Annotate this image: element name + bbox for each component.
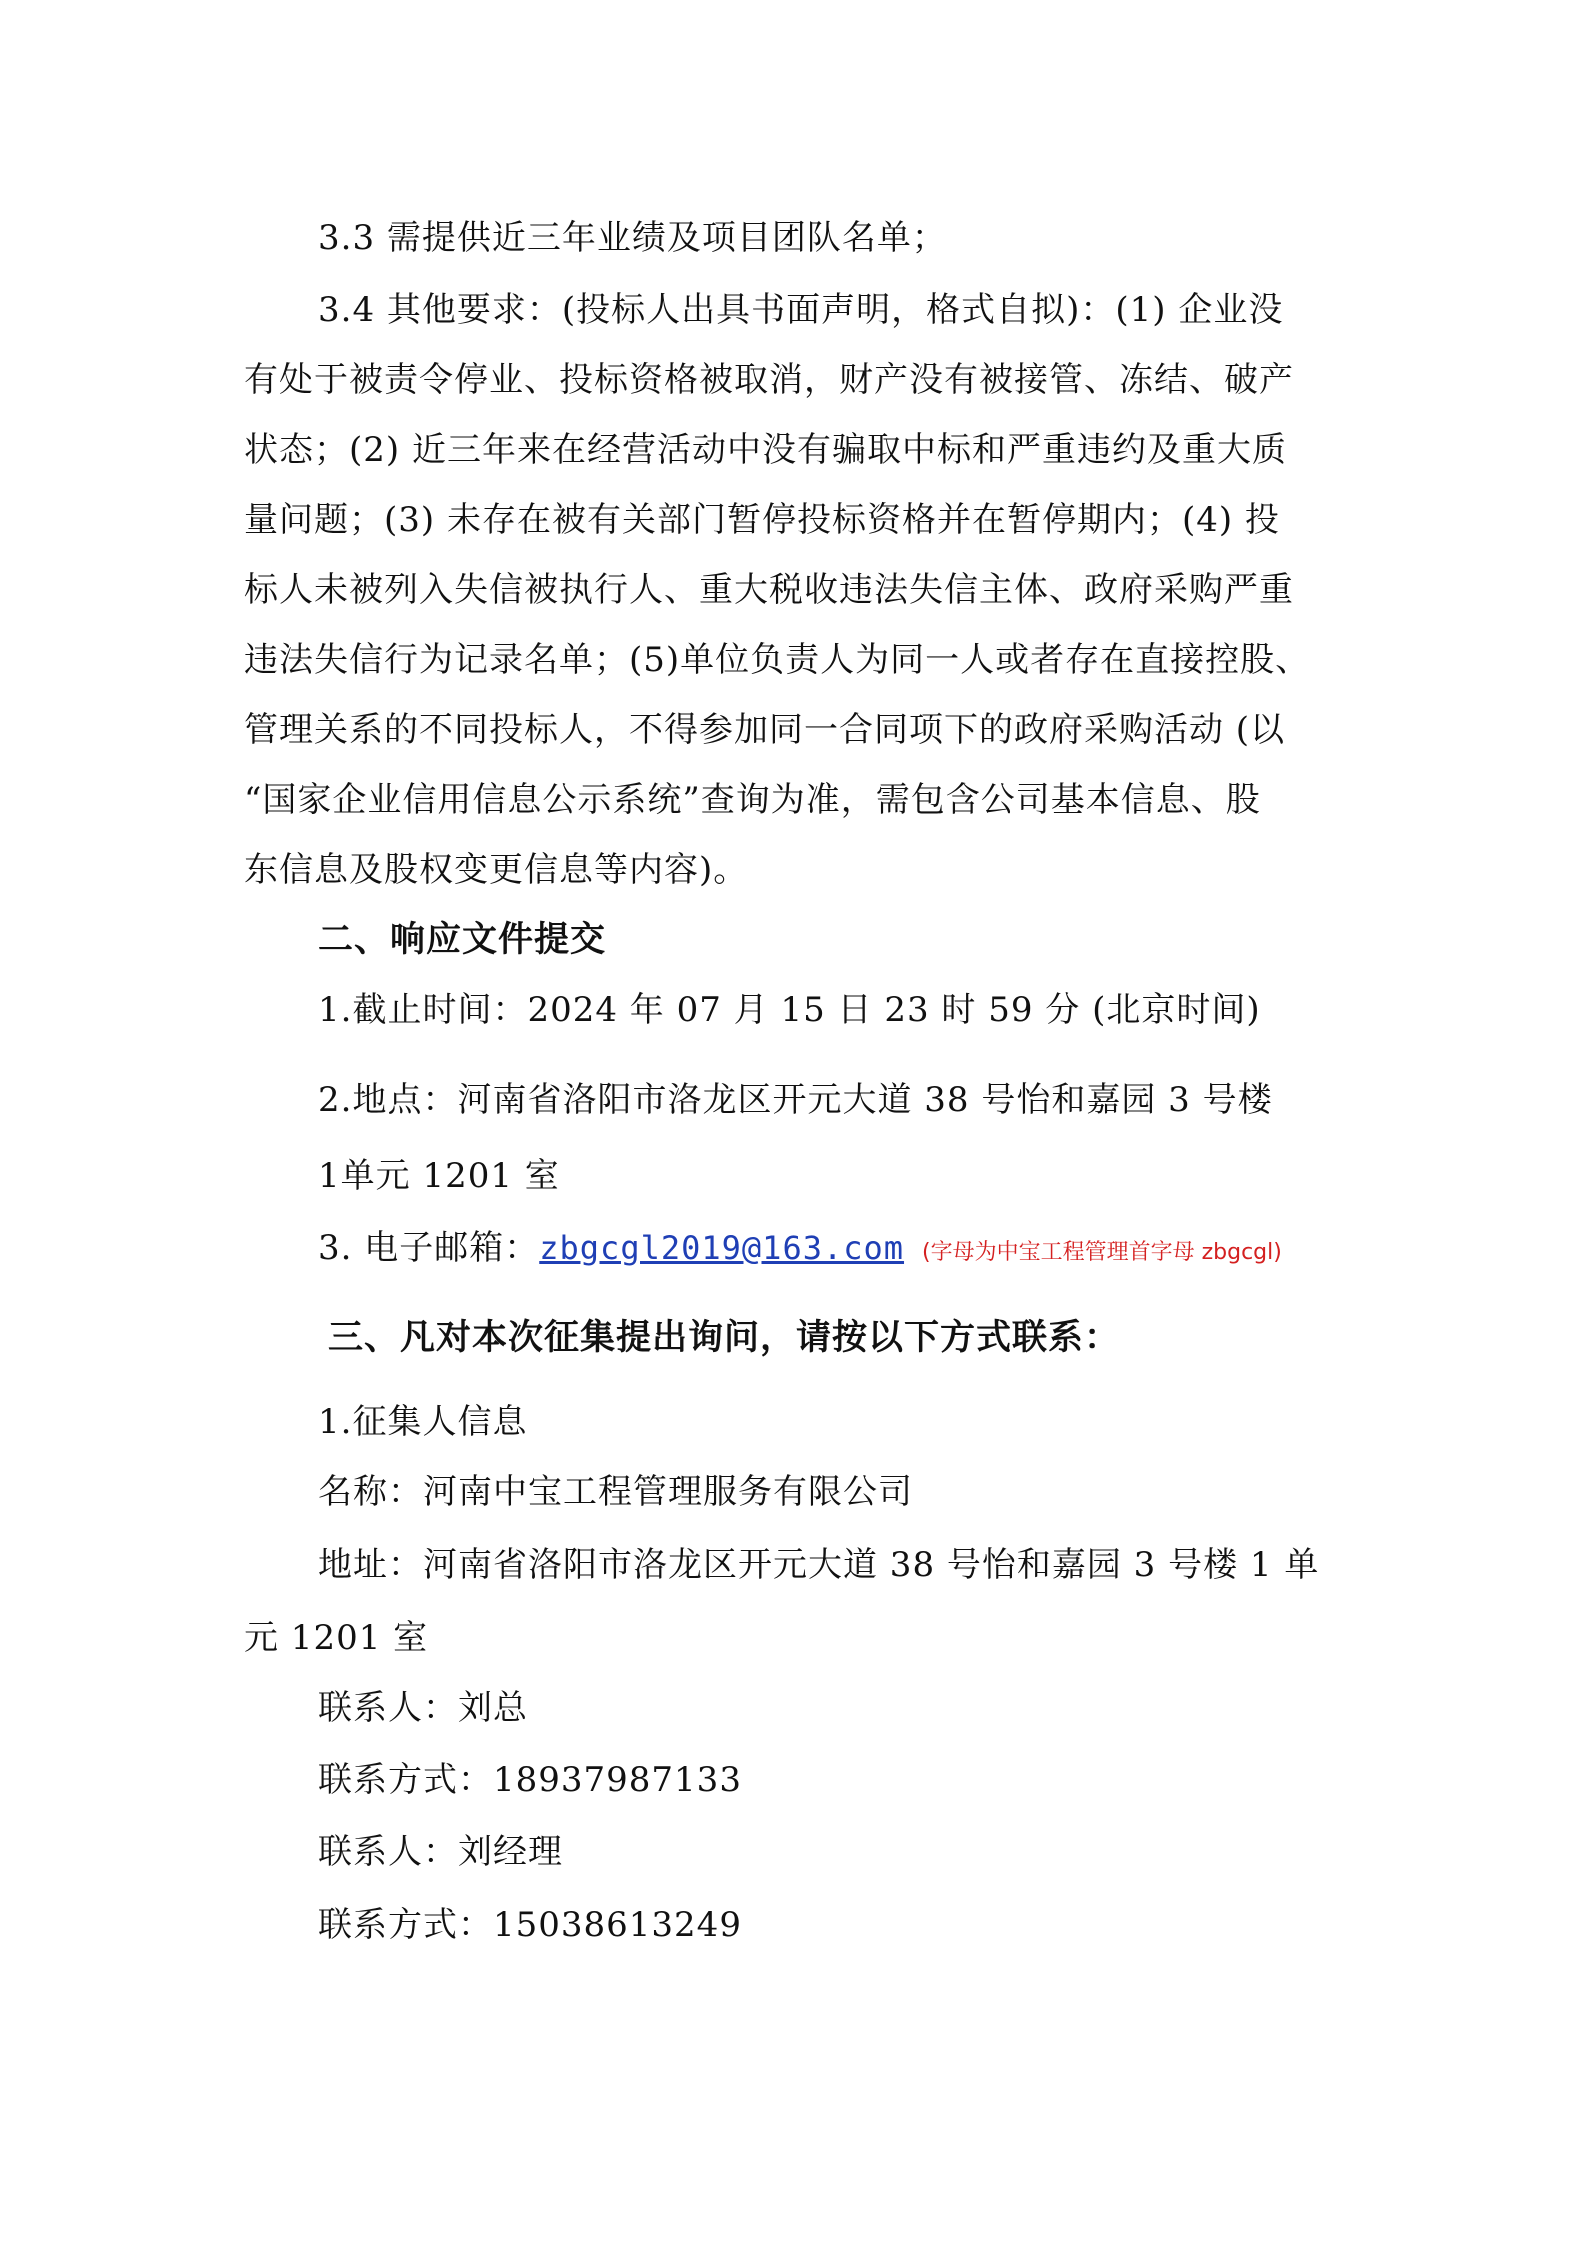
inquiry-name: 名称：河南中宝工程管理服务有限公司	[318, 1472, 913, 1512]
contact-2-name: 联系人：刘经理	[318, 1832, 563, 1872]
item-3-3: 3.3 需提供近三年业绩及项目团队名单；	[318, 218, 947, 258]
item-3-4-line-8: “国家企业信用信息公示系统”查询为准，需包含公司基本信息、股	[244, 780, 1261, 820]
submission-deadline: 1.截止时间：2024 年 07 月 15 日 23 时 59 分 (北京时间)	[318, 990, 1261, 1030]
contact-1-name: 联系人：刘总	[318, 1688, 528, 1728]
inquiry-address-line-1: 地址：河南省洛阳市洛龙区开元大道 38 号怡和嘉园 3 号楼 1 单	[318, 1545, 1320, 1585]
submission-location-line-1: 2.地点：河南省洛阳市洛龙区开元大道 38 号怡和嘉园 3 号楼	[318, 1080, 1273, 1120]
item-3-4-line-1: 3.4 其他要求：(投标人出具书面声明，格式自拟)：(1) 企业没	[318, 290, 1284, 330]
item-3-4-line-4: 量问题；(3) 未存在被有关部门暂停投标资格并在暂停期内；(4) 投	[244, 500, 1280, 540]
email-note: (字母为中宝工程管理首字母 zbgcgl)	[922, 1240, 1282, 1265]
contact-2-phone: 联系方式：15038613249	[318, 1905, 742, 1945]
email-label: 3. 电子邮箱：	[318, 1228, 540, 1268]
item-3-4-line-9: 东信息及股权变更信息等内容)。	[244, 850, 749, 890]
item-3-4-line-6: 违法失信行为记录名单；(5)单位负责人为同一人或者存在直接控股、	[244, 640, 1311, 680]
item-3-4-line-5: 标人未被列入失信被执行人、重大税收违法失信主体、政府采购严重	[244, 570, 1294, 610]
submission-heading: 二、响应文件提交	[318, 920, 607, 960]
inquiry-heading: 三、凡对本次征集提出询问，请按以下方式联系：	[328, 1318, 1121, 1358]
submission-email-row	[318, 1228, 1282, 1273]
inquiry-subheading: 1.征集人信息	[318, 1402, 528, 1442]
email-link[interactable]: zbgcgl2019@163.com	[539, 1229, 905, 1267]
inquiry-address-line-2: 元 1201 室	[244, 1618, 429, 1658]
submission-location-line-2: 1单元 1201 室	[318, 1156, 560, 1196]
item-3-4-line-7: 管理关系的不同投标人，不得参加同一合同项下的政府采购活动 (以	[244, 710, 1286, 750]
item-3-4-line-3: 状态；(2) 近三年来在经营活动中没有骗取中标和严重违约及重大质	[244, 430, 1287, 470]
item-3-4-line-2: 有处于被责令停业、投标资格被取消，财产没有被接管、冻结、破产	[244, 360, 1294, 400]
contact-1-phone: 联系方式：18937987133	[318, 1760, 742, 1800]
